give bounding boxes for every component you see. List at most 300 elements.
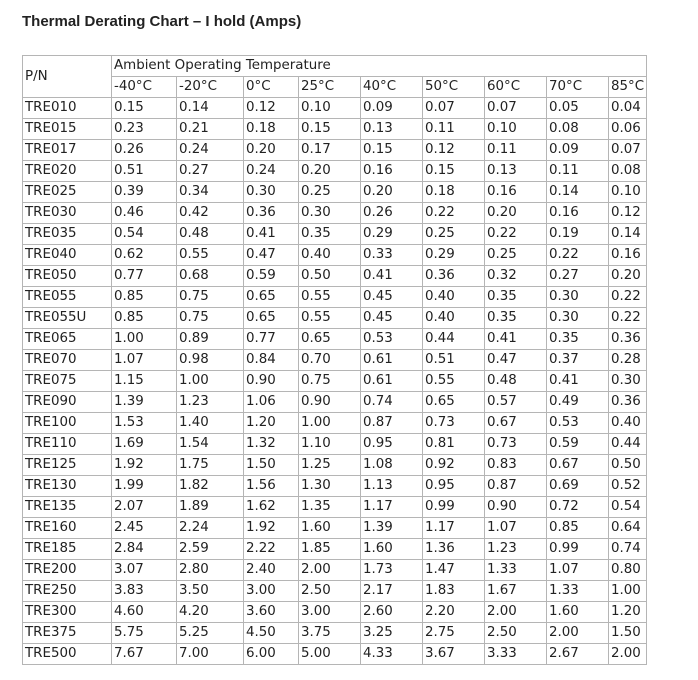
current-value-cell: 0.41 xyxy=(547,371,609,392)
table-row xyxy=(23,581,647,602)
current-value-cell: 0.40 xyxy=(423,308,485,329)
table-row xyxy=(23,119,647,140)
part-number-cell: TRE055U xyxy=(23,308,112,329)
current-value-cell: 2.67 xyxy=(547,644,609,665)
current-value-cell: 0.24 xyxy=(244,161,299,182)
current-value-cell: 0.44 xyxy=(609,434,647,455)
current-value-cell: 3.00 xyxy=(244,581,299,602)
current-value-cell: 0.68 xyxy=(177,266,244,287)
current-value-cell: 1.17 xyxy=(423,518,485,539)
table-row xyxy=(23,224,647,245)
current-value-cell: 0.16 xyxy=(547,203,609,224)
current-value-cell: 1.47 xyxy=(423,560,485,581)
part-number-cell: TRE090 xyxy=(23,392,112,413)
current-value-cell: 0.55 xyxy=(299,308,361,329)
current-value-cell: 0.25 xyxy=(485,245,547,266)
table-row xyxy=(23,602,647,623)
table-row xyxy=(23,434,647,455)
current-value-cell: 0.40 xyxy=(299,245,361,266)
current-value-cell: 0.83 xyxy=(485,455,547,476)
current-value-cell: 0.33 xyxy=(361,245,423,266)
current-value-cell: 1.73 xyxy=(361,560,423,581)
current-value-cell: 0.90 xyxy=(244,371,299,392)
current-value-cell: 0.29 xyxy=(423,245,485,266)
temperature-header-cell: -20°C xyxy=(177,77,244,98)
current-value-cell: 5.25 xyxy=(177,623,244,644)
current-value-cell: 0.20 xyxy=(361,182,423,203)
current-value-cell: 1.56 xyxy=(244,476,299,497)
current-value-cell: 1.69 xyxy=(112,434,177,455)
current-value-cell: 1.33 xyxy=(547,581,609,602)
current-value-cell: 1.07 xyxy=(485,518,547,539)
current-value-cell: 1.23 xyxy=(177,392,244,413)
current-value-cell: 1.60 xyxy=(299,518,361,539)
current-value-cell: 0.13 xyxy=(361,119,423,140)
current-value-cell: 0.52 xyxy=(609,476,647,497)
current-value-cell: 0.22 xyxy=(423,203,485,224)
current-value-cell: 2.00 xyxy=(609,644,647,665)
current-value-cell: 0.20 xyxy=(609,266,647,287)
current-value-cell: 0.90 xyxy=(299,392,361,413)
table-row xyxy=(23,371,647,392)
part-number-cell: TRE015 xyxy=(23,119,112,140)
current-value-cell: 0.51 xyxy=(423,350,485,371)
part-number-cell: TRE010 xyxy=(23,98,112,119)
part-number-cell: TRE025 xyxy=(23,182,112,203)
current-value-cell: 0.28 xyxy=(609,350,647,371)
current-value-cell: 2.17 xyxy=(361,581,423,602)
current-value-cell: 1.39 xyxy=(361,518,423,539)
current-value-cell: 0.50 xyxy=(299,266,361,287)
current-value-cell: 1.50 xyxy=(609,623,647,644)
current-value-cell: 3.67 xyxy=(423,644,485,665)
table-row xyxy=(23,329,647,350)
current-value-cell: 0.17 xyxy=(299,140,361,161)
current-value-cell: 0.14 xyxy=(609,224,647,245)
current-value-cell: 0.81 xyxy=(423,434,485,455)
current-value-cell: 0.73 xyxy=(423,413,485,434)
current-value-cell: 0.51 xyxy=(112,161,177,182)
ambient-temperature-header: Ambient Operating Temperature xyxy=(112,56,647,77)
current-value-cell: 0.14 xyxy=(177,98,244,119)
current-value-cell: 0.99 xyxy=(423,497,485,518)
current-value-cell: 0.75 xyxy=(177,308,244,329)
current-value-cell: 0.80 xyxy=(609,560,647,581)
part-number-cell: TRE185 xyxy=(23,539,112,560)
temperature-header-cell: 85°C xyxy=(609,77,647,98)
current-value-cell: 0.62 xyxy=(112,245,177,266)
header-row-temperatures xyxy=(23,77,647,98)
current-value-cell: 0.36 xyxy=(609,392,647,413)
part-number-cell: TRE110 xyxy=(23,434,112,455)
current-value-cell: 0.23 xyxy=(112,119,177,140)
temperature-header-cell: 60°C xyxy=(485,77,547,98)
current-value-cell: 0.24 xyxy=(177,140,244,161)
current-value-cell: 3.75 xyxy=(299,623,361,644)
table-row xyxy=(23,518,647,539)
current-value-cell: 0.65 xyxy=(423,392,485,413)
current-value-cell: 0.26 xyxy=(112,140,177,161)
current-value-cell: 0.21 xyxy=(177,119,244,140)
temperature-header-cell: 50°C xyxy=(423,77,485,98)
current-value-cell: 0.15 xyxy=(299,119,361,140)
current-value-cell: 0.20 xyxy=(485,203,547,224)
temperature-header-cell: -40°C xyxy=(112,77,177,98)
current-value-cell: 0.12 xyxy=(423,140,485,161)
current-value-cell: 3.25 xyxy=(361,623,423,644)
table-row xyxy=(23,203,647,224)
current-value-cell: 2.60 xyxy=(361,602,423,623)
current-value-cell: 1.10 xyxy=(299,434,361,455)
current-value-cell: 0.55 xyxy=(423,371,485,392)
current-value-cell: 0.75 xyxy=(177,287,244,308)
current-value-cell: 0.69 xyxy=(547,476,609,497)
current-value-cell: 5.00 xyxy=(299,644,361,665)
current-value-cell: 1.60 xyxy=(547,602,609,623)
current-value-cell: 1.40 xyxy=(177,413,244,434)
part-number-cell: TRE075 xyxy=(23,371,112,392)
current-value-cell: 2.40 xyxy=(244,560,299,581)
current-value-cell: 3.50 xyxy=(177,581,244,602)
current-value-cell: 1.20 xyxy=(244,413,299,434)
current-value-cell: 0.18 xyxy=(244,119,299,140)
part-number-cell: TRE100 xyxy=(23,413,112,434)
current-value-cell: 1.75 xyxy=(177,455,244,476)
current-value-cell: 1.15 xyxy=(112,371,177,392)
current-value-cell: 2.50 xyxy=(485,623,547,644)
table-row xyxy=(23,560,647,581)
current-value-cell: 0.20 xyxy=(299,161,361,182)
current-value-cell: 0.41 xyxy=(244,224,299,245)
current-value-cell: 0.40 xyxy=(609,413,647,434)
current-value-cell: 3.60 xyxy=(244,602,299,623)
current-value-cell: 0.45 xyxy=(361,308,423,329)
current-value-cell: 0.35 xyxy=(485,308,547,329)
current-value-cell: 4.20 xyxy=(177,602,244,623)
current-value-cell: 0.87 xyxy=(361,413,423,434)
current-value-cell: 0.30 xyxy=(609,371,647,392)
current-value-cell: 0.14 xyxy=(547,182,609,203)
current-value-cell: 0.67 xyxy=(547,455,609,476)
current-value-cell: 0.34 xyxy=(177,182,244,203)
current-value-cell: 0.50 xyxy=(609,455,647,476)
table-row xyxy=(23,644,647,665)
current-value-cell: 0.67 xyxy=(485,413,547,434)
current-value-cell: 0.15 xyxy=(423,161,485,182)
temperature-header-cell: 0°C xyxy=(244,77,299,98)
current-value-cell: 0.87 xyxy=(485,476,547,497)
table-row xyxy=(23,497,647,518)
current-value-cell: 0.08 xyxy=(547,119,609,140)
current-value-cell: 1.20 xyxy=(609,602,647,623)
current-value-cell: 0.16 xyxy=(485,182,547,203)
part-number-cell: TRE135 xyxy=(23,497,112,518)
current-value-cell: 2.24 xyxy=(177,518,244,539)
current-value-cell: 0.07 xyxy=(609,140,647,161)
current-value-cell: 2.80 xyxy=(177,560,244,581)
part-number-cell: TRE070 xyxy=(23,350,112,371)
current-value-cell: 1.07 xyxy=(547,560,609,581)
current-value-cell: 3.83 xyxy=(112,581,177,602)
current-value-cell: 0.53 xyxy=(361,329,423,350)
current-value-cell: 0.90 xyxy=(485,497,547,518)
current-value-cell: 1.62 xyxy=(244,497,299,518)
current-value-cell: 0.35 xyxy=(299,224,361,245)
current-value-cell: 1.60 xyxy=(361,539,423,560)
current-value-cell: 0.32 xyxy=(485,266,547,287)
current-value-cell: 0.99 xyxy=(547,539,609,560)
current-value-cell: 0.77 xyxy=(112,266,177,287)
table-row xyxy=(23,287,647,308)
current-value-cell: 0.22 xyxy=(609,308,647,329)
current-value-cell: 0.09 xyxy=(361,98,423,119)
current-value-cell: 0.61 xyxy=(361,371,423,392)
table-row xyxy=(23,308,647,329)
current-value-cell: 0.70 xyxy=(299,350,361,371)
current-value-cell: 0.11 xyxy=(547,161,609,182)
current-value-cell: 6.00 xyxy=(244,644,299,665)
current-value-cell: 0.30 xyxy=(547,308,609,329)
current-value-cell: 1.67 xyxy=(485,581,547,602)
current-value-cell: 2.75 xyxy=(423,623,485,644)
part-number-cell: TRE050 xyxy=(23,266,112,287)
current-value-cell: 0.89 xyxy=(177,329,244,350)
current-value-cell: 1.00 xyxy=(112,329,177,350)
current-value-cell: 0.95 xyxy=(423,476,485,497)
current-value-cell: 1.33 xyxy=(485,560,547,581)
current-value-cell: 3.00 xyxy=(299,602,361,623)
current-value-cell: 4.60 xyxy=(112,602,177,623)
part-number-cell: TRE130 xyxy=(23,476,112,497)
part-number-cell: TRE040 xyxy=(23,245,112,266)
part-number-cell: TRE035 xyxy=(23,224,112,245)
current-value-cell: 1.83 xyxy=(423,581,485,602)
current-value-cell: 1.92 xyxy=(244,518,299,539)
current-value-cell: 1.00 xyxy=(609,581,647,602)
current-value-cell: 0.46 xyxy=(112,203,177,224)
current-value-cell: 0.11 xyxy=(423,119,485,140)
current-value-cell: 0.15 xyxy=(361,140,423,161)
current-value-cell: 3.33 xyxy=(485,644,547,665)
current-value-cell: 7.67 xyxy=(112,644,177,665)
part-number-cell: TRE300 xyxy=(23,602,112,623)
current-value-cell: 3.07 xyxy=(112,560,177,581)
table-body xyxy=(23,98,647,665)
current-value-cell: 1.23 xyxy=(485,539,547,560)
current-value-cell: 0.98 xyxy=(177,350,244,371)
current-value-cell: 0.26 xyxy=(361,203,423,224)
table-row xyxy=(23,266,647,287)
current-value-cell: 1.08 xyxy=(361,455,423,476)
table-row xyxy=(23,350,647,371)
current-value-cell: 0.75 xyxy=(299,371,361,392)
current-value-cell: 0.18 xyxy=(423,182,485,203)
current-value-cell: 0.09 xyxy=(547,140,609,161)
current-value-cell: 0.25 xyxy=(423,224,485,245)
current-value-cell: 2.45 xyxy=(112,518,177,539)
temperature-header-cell: 25°C xyxy=(299,77,361,98)
table-row xyxy=(23,245,647,266)
current-value-cell: 2.84 xyxy=(112,539,177,560)
part-number-cell: TRE055 xyxy=(23,287,112,308)
current-value-cell: 0.84 xyxy=(244,350,299,371)
table-row xyxy=(23,476,647,497)
current-value-cell: 0.06 xyxy=(609,119,647,140)
current-value-cell: 0.07 xyxy=(485,98,547,119)
table-row xyxy=(23,455,647,476)
current-value-cell: 0.20 xyxy=(244,140,299,161)
current-value-cell: 0.92 xyxy=(423,455,485,476)
current-value-cell: 0.25 xyxy=(299,182,361,203)
current-value-cell: 0.47 xyxy=(485,350,547,371)
current-value-cell: 1.36 xyxy=(423,539,485,560)
current-value-cell: 0.29 xyxy=(361,224,423,245)
current-value-cell: 0.85 xyxy=(112,287,177,308)
current-value-cell: 2.00 xyxy=(299,560,361,581)
current-value-cell: 1.30 xyxy=(299,476,361,497)
current-value-cell: 2.20 xyxy=(423,602,485,623)
current-value-cell: 0.64 xyxy=(609,518,647,539)
current-value-cell: 0.07 xyxy=(423,98,485,119)
part-number-cell: TRE030 xyxy=(23,203,112,224)
current-value-cell: 0.73 xyxy=(485,434,547,455)
part-number-cell: TRE200 xyxy=(23,560,112,581)
current-value-cell: 0.61 xyxy=(361,350,423,371)
current-value-cell: 0.41 xyxy=(485,329,547,350)
current-value-cell: 2.00 xyxy=(485,602,547,623)
current-value-cell: 0.54 xyxy=(609,497,647,518)
current-value-cell: 1.00 xyxy=(177,371,244,392)
current-value-cell: 2.50 xyxy=(299,581,361,602)
current-value-cell: 0.12 xyxy=(609,203,647,224)
current-value-cell: 0.19 xyxy=(547,224,609,245)
current-value-cell: 1.35 xyxy=(299,497,361,518)
current-value-cell: 0.30 xyxy=(299,203,361,224)
current-value-cell: 0.15 xyxy=(112,98,177,119)
current-value-cell: 0.47 xyxy=(244,245,299,266)
table-header xyxy=(23,56,647,98)
current-value-cell: 0.40 xyxy=(423,287,485,308)
current-value-cell: 0.10 xyxy=(485,119,547,140)
current-value-cell: 0.65 xyxy=(244,308,299,329)
current-value-cell: 0.59 xyxy=(244,266,299,287)
current-value-cell: 0.85 xyxy=(547,518,609,539)
current-value-cell: 0.36 xyxy=(609,329,647,350)
current-value-cell: 0.45 xyxy=(361,287,423,308)
current-value-cell: 2.00 xyxy=(547,623,609,644)
current-value-cell: 0.54 xyxy=(112,224,177,245)
derating-table xyxy=(22,55,647,665)
current-value-cell: 0.57 xyxy=(485,392,547,413)
current-value-cell: 0.95 xyxy=(361,434,423,455)
current-value-cell: 0.48 xyxy=(485,371,547,392)
current-value-cell: 1.25 xyxy=(299,455,361,476)
table-row xyxy=(23,623,647,644)
current-value-cell: 0.44 xyxy=(423,329,485,350)
part-number-cell: TRE250 xyxy=(23,581,112,602)
table-row xyxy=(23,392,647,413)
part-number-cell: TRE065 xyxy=(23,329,112,350)
current-value-cell: 0.59 xyxy=(547,434,609,455)
part-number-cell: TRE017 xyxy=(23,140,112,161)
current-value-cell: 0.12 xyxy=(244,98,299,119)
current-value-cell: 0.27 xyxy=(177,161,244,182)
current-value-cell: 0.65 xyxy=(299,329,361,350)
current-value-cell: 0.36 xyxy=(244,203,299,224)
part-number-cell: TRE500 xyxy=(23,644,112,665)
current-value-cell: 0.35 xyxy=(485,287,547,308)
current-value-cell: 0.11 xyxy=(485,140,547,161)
current-value-cell: 0.55 xyxy=(177,245,244,266)
current-value-cell: 0.77 xyxy=(244,329,299,350)
current-value-cell: 0.48 xyxy=(177,224,244,245)
current-value-cell: 0.05 xyxy=(547,98,609,119)
current-value-cell: 0.16 xyxy=(609,245,647,266)
part-number-cell: TRE125 xyxy=(23,455,112,476)
pn-header: P/N xyxy=(23,56,112,98)
current-value-cell: 1.07 xyxy=(112,350,177,371)
current-value-cell: 0.22 xyxy=(609,287,647,308)
current-value-cell: 0.36 xyxy=(423,266,485,287)
current-value-cell: 1.13 xyxy=(361,476,423,497)
current-value-cell: 0.35 xyxy=(547,329,609,350)
current-value-cell: 0.72 xyxy=(547,497,609,518)
current-value-cell: 0.16 xyxy=(361,161,423,182)
current-value-cell: 0.37 xyxy=(547,350,609,371)
table-row xyxy=(23,539,647,560)
table-row xyxy=(23,140,647,161)
current-value-cell: 0.55 xyxy=(299,287,361,308)
current-value-cell: 0.74 xyxy=(361,392,423,413)
current-value-cell: 0.30 xyxy=(547,287,609,308)
table-row xyxy=(23,98,647,119)
current-value-cell: 0.65 xyxy=(244,287,299,308)
current-value-cell: 2.07 xyxy=(112,497,177,518)
part-number-cell: TRE160 xyxy=(23,518,112,539)
current-value-cell: 0.30 xyxy=(244,182,299,203)
current-value-cell: 5.75 xyxy=(112,623,177,644)
current-value-cell: 0.42 xyxy=(177,203,244,224)
temperature-header-cell: 70°C xyxy=(547,77,609,98)
current-value-cell: 0.41 xyxy=(361,266,423,287)
current-value-cell: 7.00 xyxy=(177,644,244,665)
current-value-cell: 4.33 xyxy=(361,644,423,665)
current-value-cell: 1.99 xyxy=(112,476,177,497)
current-value-cell: 0.85 xyxy=(112,308,177,329)
current-value-cell: 1.06 xyxy=(244,392,299,413)
current-value-cell: 0.27 xyxy=(547,266,609,287)
page-title: Thermal Derating Chart – I hold (Amps) xyxy=(22,13,302,30)
header-row-group xyxy=(23,56,647,77)
current-value-cell: 4.50 xyxy=(244,623,299,644)
current-value-cell: 1.17 xyxy=(361,497,423,518)
current-value-cell: 0.49 xyxy=(547,392,609,413)
current-value-cell: 0.53 xyxy=(547,413,609,434)
current-value-cell: 0.08 xyxy=(609,161,647,182)
current-value-cell: 1.00 xyxy=(299,413,361,434)
table-row xyxy=(23,161,647,182)
current-value-cell: 1.50 xyxy=(244,455,299,476)
current-value-cell: 0.39 xyxy=(112,182,177,203)
table-row xyxy=(23,413,647,434)
current-value-cell: 1.54 xyxy=(177,434,244,455)
current-value-cell: 0.04 xyxy=(609,98,647,119)
part-number-cell: TRE375 xyxy=(23,623,112,644)
current-value-cell: 1.89 xyxy=(177,497,244,518)
temperature-header-cell: 40°C xyxy=(361,77,423,98)
current-value-cell: 0.22 xyxy=(485,224,547,245)
current-value-cell: 1.92 xyxy=(112,455,177,476)
